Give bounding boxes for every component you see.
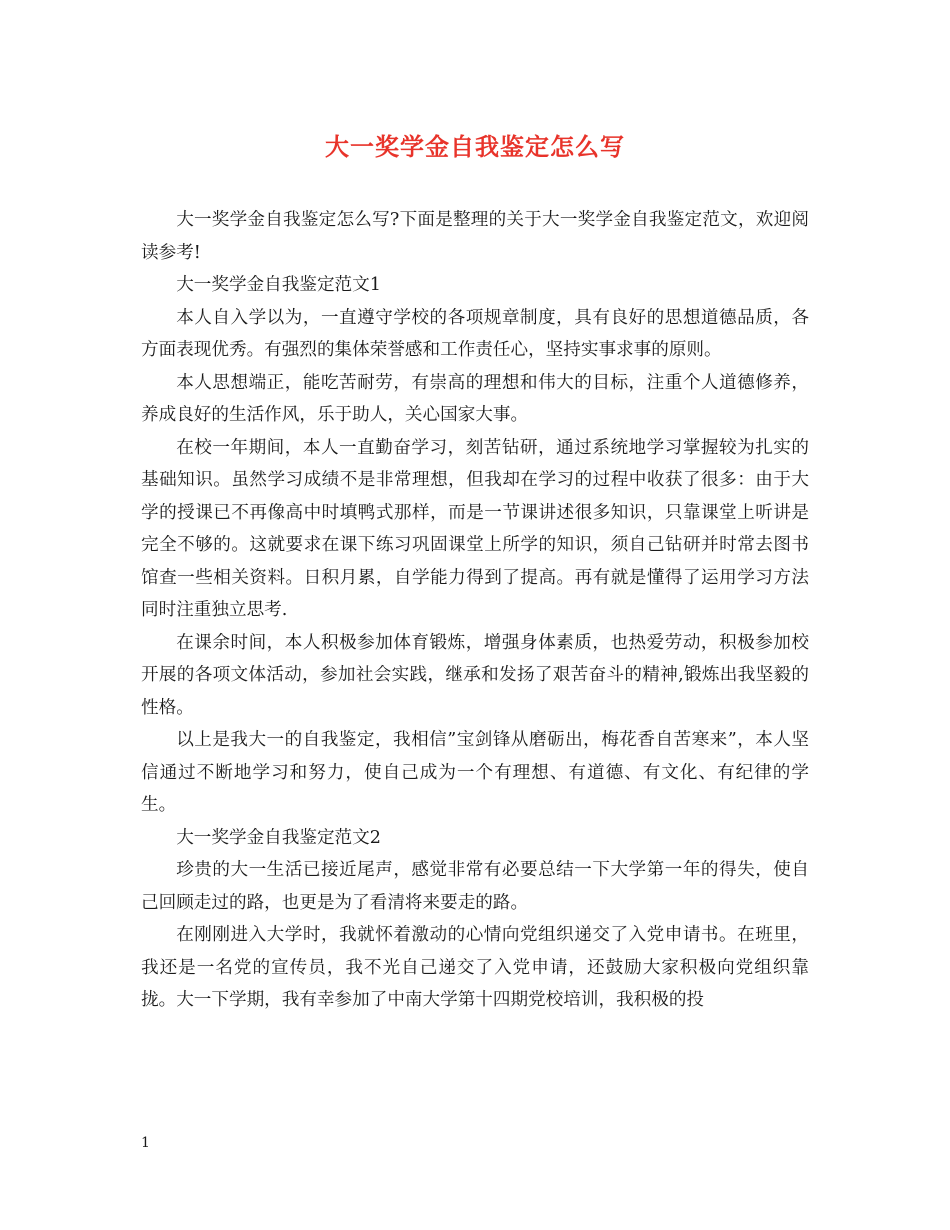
document-body: [141, 204, 809, 1017]
paragraph: 在刚刚进入大学时，我就怀着激动的心情向党组织递交了入党申请书。在班里，我还是一名党的宣传员，我不光自己递交了入党申请，还鼓励大家积极向党组织靠拢。大一下学期，我有幸参加了中南大学第十四期党校培训，我积极的投: [141, 925, 809, 1010]
page-number: 1: [141, 1135, 150, 1151]
document-title: 大一奖学金自我鉴定怎么写: [325, 132, 625, 161]
paragraph: 本人思想端正，能吃苦耐劳，有崇高的理想和伟大的目标，注重个人道德修养，养成良好的生活作风，乐于助人，关心国家大事。: [141, 372, 809, 425]
paragraph: 在校一年期间，本人一直勤奋学习，刻苦钻研，通过系统地学习掌握较为扎实的基础知识。虽然学习成绩不是非常理想，但我却在学习的过程中收获了很多：由于大学的授课已不再像高中时填鸭式那样，而是一节课讲述很多知识，只靠课堂上听讲是完全不够的。这就要求在课下练习巩固课堂上所学的知识，须自己钻研并时常去图书馆查一些相关资料。日积月累，自学能力得到了提高。再有就是懂得了运用学习方法同时注重独立思考.: [141, 437, 809, 620]
paragraph: 本人自入学以为，一直遵守学校的各项规章制度，具有良好的思想道德品质，各方面表现优秀。有强烈的集体荣誉感和工作责任心，坚持实事求事的原则。: [141, 307, 809, 360]
section-heading-sample-2: 大一奖学金自我鉴定范文2: [176, 827, 381, 848]
paragraph: 在课余时间，本人积极参加体育锻炼，增强身体素质，也热爱劳动，积极参加校开展的各项文体活动，参加社会实践，继承和发扬了艰苦奋斗的精神,锻炼出我坚毅的性格。: [141, 632, 809, 718]
paragraph: 珍贵的大一生活已接近尾声，感觉非常有必要总结一下大学第一年的得失，使自己回顾走过的路，也更是为了看清将来要走的路。: [141, 860, 809, 913]
paragraph: 以上是我大一的自我鉴定，我相信”宝剑锋从磨砺出，梅花香自苦寒来”，本人坚信通过不断地学习和努力，使自己成为一个有理想、有道德、有文化、有纪律的学生。: [141, 730, 809, 815]
section-heading-sample-1: 大一奖学金自我鉴定范文1: [176, 275, 381, 295]
paragraph-intro: 大一奖学金自我鉴定怎么写?下面是整理的关于大一奖学金自我鉴定范文，欢迎阅读参考!: [141, 210, 809, 263]
